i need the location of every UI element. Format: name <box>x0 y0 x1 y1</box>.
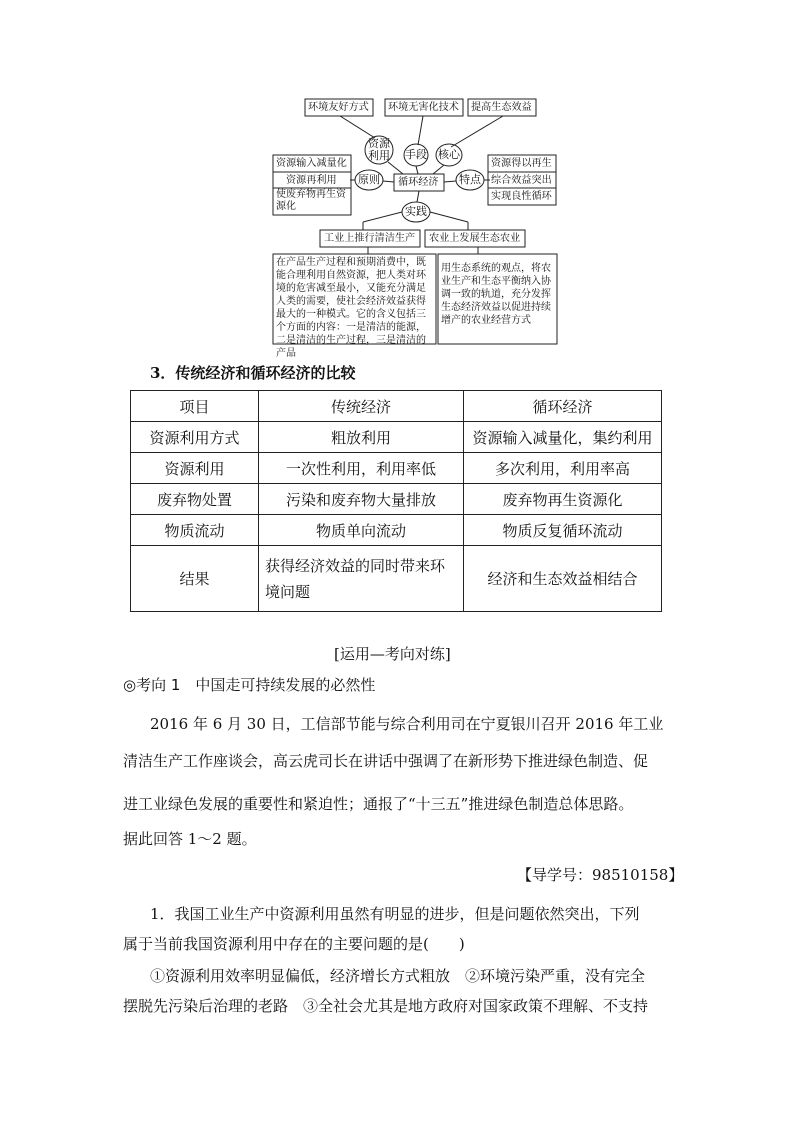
circle-resource-use: 资源 利用 <box>368 137 390 162</box>
right-list-item: 实现良性循环 <box>491 190 552 202</box>
option-line: 摆脱先污染后治理的老路 ③全社会尤其是地方政府对国家政策不理解、不支持 <box>123 997 649 1015</box>
left-list-item: 资源输入减量化 <box>276 157 347 169</box>
table-cell: 粗放利用 <box>259 422 464 453</box>
bottom-box-industry: 工业上推行清洁生产 <box>324 232 416 244</box>
table-cell: 一次性利用，利用率低 <box>259 453 464 484</box>
right-list-item: 综合效益突出 <box>491 174 552 186</box>
intro-line: 清洁生产工作座谈会，高云虎司长在讲话中强调了在新形势下推进绿色制造、促 <box>123 752 649 770</box>
center-circular-economy: 循环经济 <box>398 176 439 188</box>
right-list-item: 资源得以再生 <box>491 157 552 169</box>
table-row <box>131 515 662 546</box>
table-cell: 资源输入减量化，集约利用 <box>464 422 662 453</box>
bottom-box-agriculture: 农业上发展生态农业 <box>429 232 521 244</box>
question-line: 属于当前我国资源利用中存在的主要问题的是( ) <box>123 935 465 953</box>
question-line: 1．我国工业生产中资源利用虽然有明显的进步，但是问题依然突出，下列 <box>150 905 640 923</box>
table-cell: 物质流动 <box>131 515 259 546</box>
top-box-eco-friendly: 环境友好方式 <box>308 101 369 113</box>
table-cell: 污染和废弃物大量排放 <box>259 484 464 515</box>
table-cell: 获得经济效益的同时带来环境问题 <box>259 546 464 612</box>
table-row <box>131 484 662 515</box>
practice-title: [运用—考向对练] <box>334 645 451 663</box>
table-cell: 结果 <box>131 546 259 612</box>
top-box-eco-benefit: 提高生态效益 <box>471 101 532 113</box>
circle-means: 手段 <box>405 148 427 161</box>
table-header: 循环经济 <box>464 391 662 422</box>
table-cell: 资源利用 <box>131 453 259 484</box>
table-cell: 经济和生态效益相结合 <box>464 546 662 612</box>
intro-line: 据此回答 1～2 题。 <box>123 830 257 848</box>
table-cell: 物质反复循环流动 <box>464 515 662 546</box>
comparison-table <box>130 390 662 612</box>
table-header: 项目 <box>131 391 259 422</box>
left-list-item: 资源再利用 <box>286 174 337 186</box>
table-cell: 废弃物再生资源化 <box>464 484 662 515</box>
circle-feature: 特点 <box>459 173 481 186</box>
top-box-harmless-tech: 环境无害化技术 <box>388 101 459 113</box>
guide-number: 【导学号：98510158】 <box>517 866 684 884</box>
circular-economy-diagram <box>268 92 562 359</box>
table-row <box>131 422 662 453</box>
intro-line: 2016 年 6 月 30 日，工信部节能与综合利用司在宁夏银川召开 2016 年工业 <box>150 715 664 733</box>
table-row <box>131 546 662 612</box>
table-header-row <box>131 391 662 422</box>
table-row <box>131 453 662 484</box>
clean-production-paragraph: 在产品生产过程和预期消费中，既能合理利用自然资源，把人类对环境的危害减至最小，又能充分满足人类的需要，使社会经济效益获得最大的一种模式。它的含义包括三个方面的内容：一是清洁的能源，二是清洁的生产过程，三是清洁的产品 <box>276 257 426 359</box>
table-cell: 多次利用，利用率高 <box>464 453 662 484</box>
table-cell: 资源利用方式 <box>131 422 259 453</box>
table-header: 传统经济 <box>259 391 464 422</box>
table-cell: 废弃物处置 <box>131 484 259 515</box>
eco-agriculture-paragraph: 用生态系统的观点，将农业生产和生态平衡纳入协调一致的轨道，充分发挥生态经济效益以促进持续增产的农业经营方式 <box>441 263 551 326</box>
option-line: ①资源利用效率明显偏低，经济增长方式粗放 ②环境污染严重，没有完全 <box>150 967 646 985</box>
topic-heading: ◎考向 1 中国走可持续发展的必然性 <box>123 676 376 694</box>
section-title: 3．传统经济和循环经济的比较 <box>150 364 356 382</box>
circle-principle: 原则 <box>358 173 380 186</box>
circle-practice: 实践 <box>405 205 427 218</box>
circle-core: 核心 <box>438 148 460 161</box>
table-cell: 物质单向流动 <box>259 515 464 546</box>
intro-line: 进工业绿色发展的重要性和紧迫性；通报了“十三五”推进绿色制造总体思路。 <box>123 795 634 813</box>
left-list-item: 使废弃物再生资源化 <box>276 189 346 212</box>
